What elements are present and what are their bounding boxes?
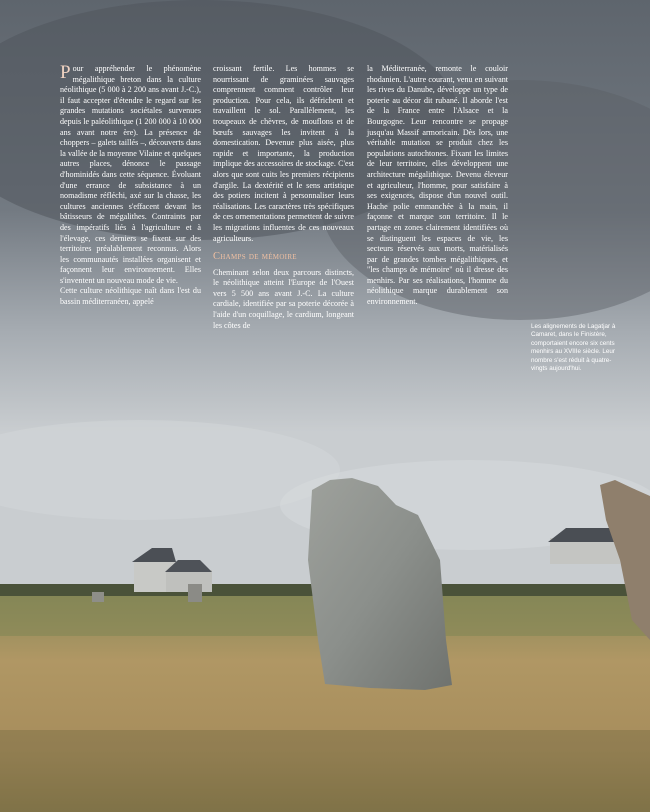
paragraph: croissant fertile. Les hommes se nourrissant de graminées sauvages comprennent comment contrôler leur production. Pour cela, ils défrichent et travaillent le sol. Parallèlement, les troupeaux de chèvres, de mouflons et de bœufs sauvages les invitent à la domestication. Devenue plus aisée, plus rapide et importante, la production implique des accessoires de stockage. C'est alors que sont cuits les premiers récipients d'argile. La dextérité et le sens artistique des potiers incitent à personnaliser leurs réalisations. Les caractères très spécifiques de ces ornementations permettent de suivre les migrations influentes de ces nouveaux agriculteurs. [213,64,354,243]
paragraph-text: our appréhender le phénomène mégalithique breton dans la culture néolithique (5 000 à 2 200 ans avant J.-C.), il faut accepter d'étendre le regard sur les grandes mutations sociétales survenues depuis le paléolithique (1 200 000 à 10 000 ans avant notre ère). La présence de choppers – galets taillés –, découverts dans la vallée de la moyenne Vilaine et quelques autres places, dénonce le passage d'hominidés dans cette séquence. Évoluant d'une errance de subsistance à un nomadisme réfléchi, axé sur la chasse, les cultures anciennes s'effacent devant les bâtisseurs de mégalithes. Contraints par des impératifs liés à l'agriculture et à l'élevage, ces derniers se fixent sur des territoires préalablement reconnus. Alors les communautés installées organisent et façonnent leur environnement. Elles s'inventent un nouveau mode de vie. [60,64,201,285]
article-column-3 [367,64,508,308]
section-heading: Champs de mémoire [213,251,297,263]
menhir-small [188,584,202,602]
drop-cap: P [60,62,71,83]
article-column-1 [60,64,201,308]
menhir-small [92,592,104,602]
paragraph: la Méditerranée, remonte le couloir rhodanien. L'autre courant, venu en suivant les rives du Danube, développe un type de poterie au décor dit rubané. Il aborde l'est de la France entre l'Alsace et la Bourgogne. Leur rencontre se propage jusqu'au Massif armoricain. Dès lors, une véritable mutation se produit chez les populations autochtones. Fixant les limites de leur territoire, elles développent une architecture mégalithique. Devenu éleveur et agriculteur, l'homme, pour satisfaire à ses exigences, dispose d'un nouvel outil. Hache polie emmanchée à la main, il façonne et marque son territoire. Il le partage en zones clairement identifiées où se distinguent les espaces de vie, les secteurs réservés aux morts, matérialisés par de grandes tombes mégalithiques, et "les champs de mémoire" où il dresse des menhirs. Par ses réalisations, l'homme du néolithique marque durablement son environnement. [367,64,508,307]
paragraph: Cheminant selon deux parcours distincts, le néolithique atteint l'Europe de l'Ouest vers 5 500 ans avant J.-C. La culture cardiale, identifiée par sa poterie décorée à l'aide d'un coquillage, le cardium, longeant les côtes de [213,267,354,330]
foreground-shade [0,730,650,812]
article-column-2 [213,64,354,331]
photo-caption: Les alignements de Lagatjar à Camaret, dans le Finistère, comportaient encore six cents menhirs au XVIIIe siècle. Leur nombre s'est réduit à quatre-vingts aujourd'hui. [531,323,616,373]
paragraph: Cette culture néolithique naît dans l'est du bassin méditerranéen, appelé [60,286,201,307]
paragraph [60,64,201,286]
